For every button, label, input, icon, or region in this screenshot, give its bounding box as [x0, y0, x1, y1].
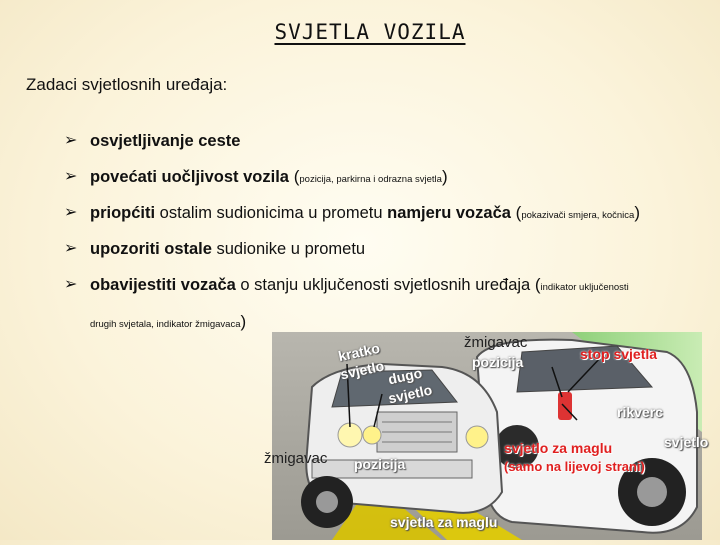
label-pozicija: pozicija: [472, 354, 524, 370]
label-rikverc: rikverc: [617, 404, 663, 420]
subtitle: Zadaci svjetlosnih uređaja:: [26, 75, 228, 94]
arrow-right-icon: ➢: [64, 276, 78, 293]
vehicle-lights-photo: [264, 332, 709, 540]
label-stop-svjetla: stop svjetla: [580, 346, 658, 362]
arrow-right-icon: ➢: [64, 168, 78, 185]
list-item: ➢ obavijestiti vozača o stanju uključenosti svjetlosnih uređaja (indikator uključenosti: [64, 270, 714, 306]
bullet-continuation: drugih svjetala, indikator žmigavaca): [90, 312, 247, 331]
list-item: ➢ osvjetljivanje ceste: [64, 126, 714, 162]
label-lijeva-strana: (samo na lijevoj strani): [504, 459, 645, 474]
label-zmigavac: žmigavac: [464, 334, 528, 351]
arrow-right-icon: ➢: [64, 204, 78, 221]
label-zmigavac: žmigavac: [264, 450, 328, 467]
label-dugo: dugo: [386, 364, 424, 388]
arrow-right-icon: ➢: [64, 240, 78, 257]
label-svjetlo: svjetlo: [386, 381, 434, 407]
list-item: ➢ priopćiti ostalim sudionicima u prometu namjeru vozača (pokazivači smjera, kočnica): [64, 198, 714, 234]
arrow-right-icon: ➢: [64, 132, 78, 149]
label-svjetlo: svjetlo: [664, 434, 709, 450]
label-pozicija: pozicija: [354, 456, 406, 472]
list-item: ➢ povećati uočljivost vozila (pozicija, parkirna i odrazna svjetla): [64, 162, 714, 198]
label-kratko: kratko: [336, 339, 382, 365]
bullet-list: [64, 126, 714, 306]
label-svjetlo: svjetlo: [338, 357, 386, 383]
label-svjetla-za-maglu: svjetla za maglu: [390, 514, 498, 530]
label-svjetlo-za-maglu: svjetlo za maglu: [504, 440, 613, 456]
page-title: SVJETLA VOZILA: [274, 20, 466, 44]
list-item: ➢ upozoriti ostale sudionike u prometu: [64, 234, 714, 270]
